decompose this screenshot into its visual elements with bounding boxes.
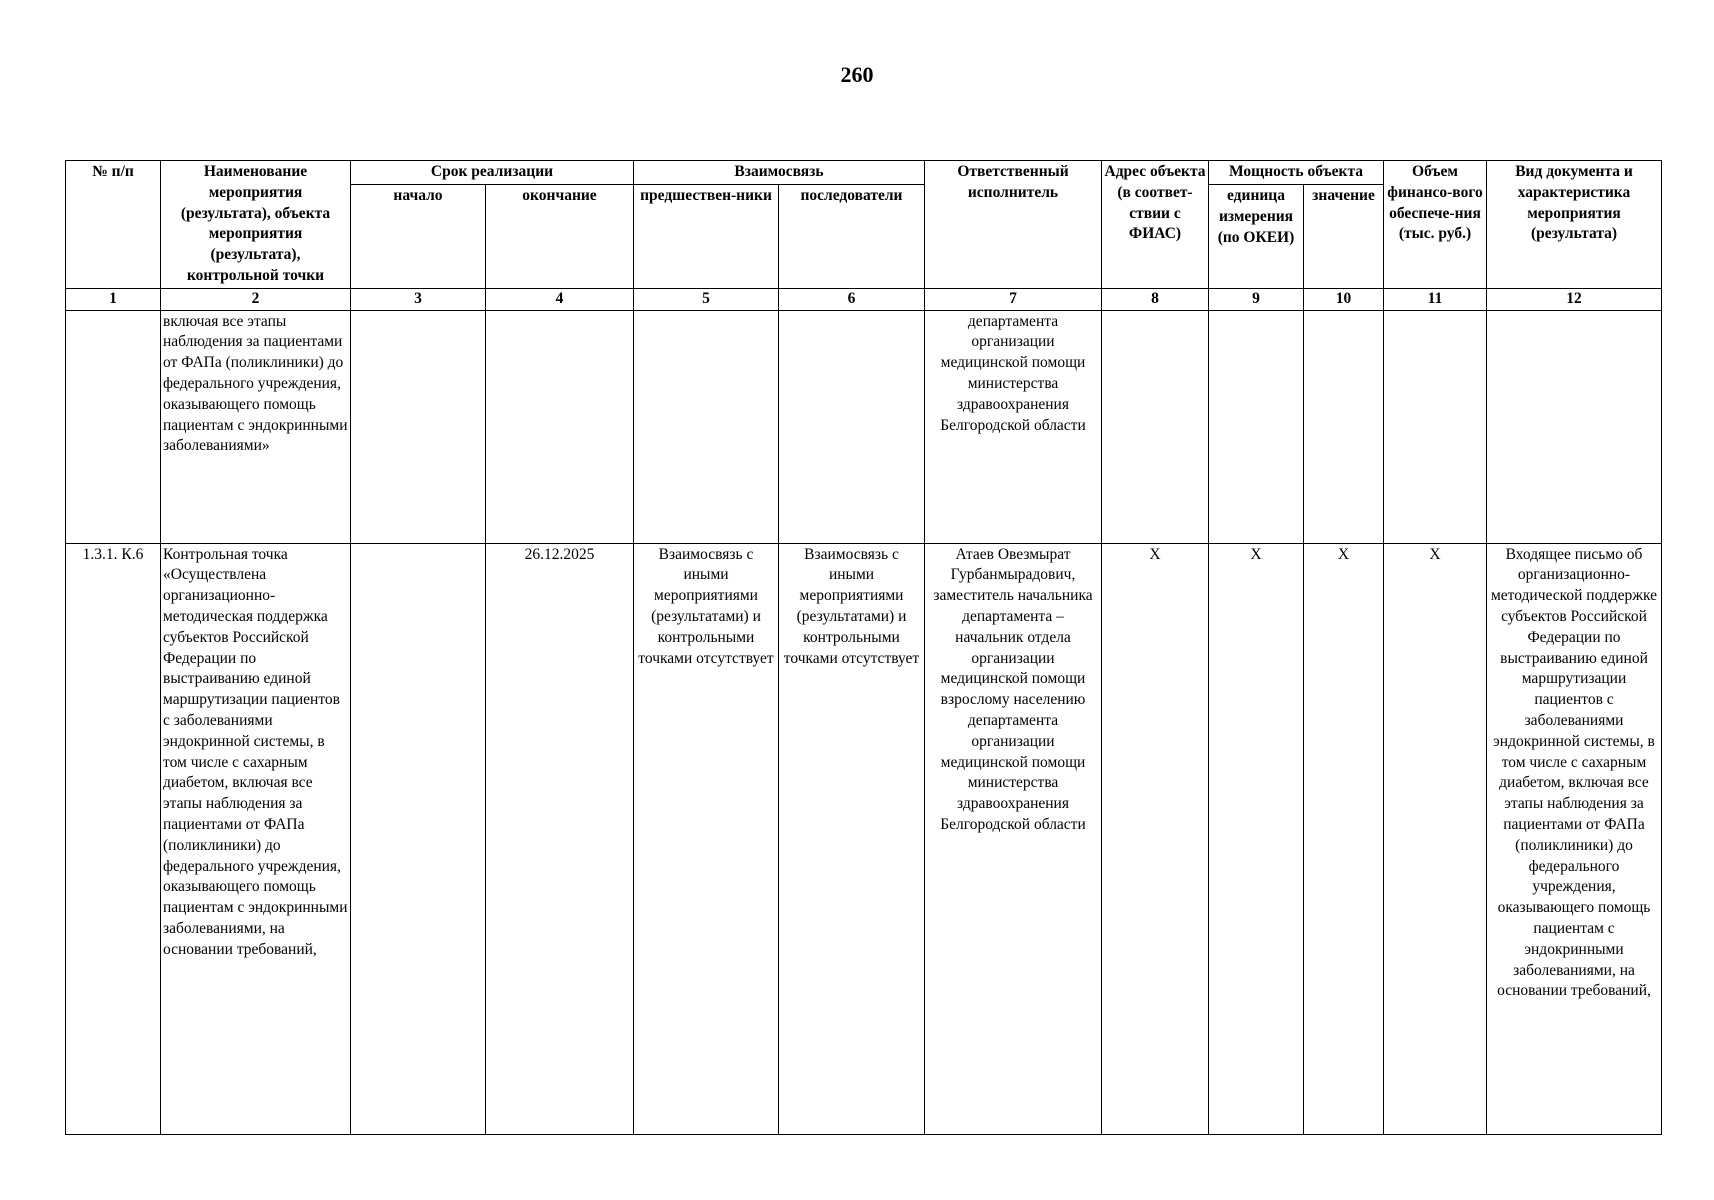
cell-successors: Взаимосвязь с иными мероприятиями (результатами) и контрольными точками отсутствует	[779, 543, 925, 1134]
column-number: 9	[1209, 288, 1304, 310]
column-number: 2	[161, 288, 351, 310]
column-number-row	[66, 288, 1662, 310]
cell-unit	[1209, 310, 1304, 543]
cell-value: Х	[1304, 543, 1384, 1134]
header-number: № п/п	[66, 161, 161, 289]
cell-name: включая все этапы наблюдения за пациентами от ФАПа (поликлиники) до федерального учреждения, оказывающего помощь пациентам с эндокринными заболеваниями»	[161, 310, 351, 543]
header-term-group: Срок реализации	[351, 161, 634, 185]
header-address: Адрес объекта (в соответ-ствии с ФИАС)	[1102, 161, 1209, 289]
cell-number	[66, 310, 161, 543]
header-relation-group: Взаимосвязь	[634, 161, 925, 185]
column-number: 5	[634, 288, 779, 310]
column-number: 6	[779, 288, 925, 310]
header-start: начало	[351, 185, 486, 288]
table-row	[66, 310, 1662, 543]
column-number: 11	[1384, 288, 1487, 310]
cell-end	[486, 310, 634, 543]
cell-responsible: Атаев Овезмырат Гурбанмырадович, заместитель начальника департамента – начальник отдела организации медицинской помощи взрослому населению департамента организации медицинской помощи министерства здравоохранения Белгородской области	[925, 543, 1102, 1134]
cell-value	[1304, 310, 1384, 543]
column-number: 10	[1304, 288, 1384, 310]
cell-document	[1487, 310, 1662, 543]
column-number: 3	[351, 288, 486, 310]
cell-predecessors	[634, 310, 779, 543]
header-name: Наименование мероприятия (результата), объекта мероприятия (результата), контрольной точки	[161, 161, 351, 289]
cell-number: 1.3.1. К.6	[66, 543, 161, 1134]
header-predecessors: предшествен-ники	[634, 185, 779, 288]
cell-end: 26.12.2025	[486, 543, 634, 1134]
header-successors: последователи	[779, 185, 925, 288]
header-value: значение	[1304, 185, 1384, 288]
cell-address: Х	[1102, 543, 1209, 1134]
cell-financing: Х	[1384, 543, 1487, 1134]
cell-predecessors: Взаимосвязь с иными мероприятиями (результатами) и контрольными точками отсутствует	[634, 543, 779, 1134]
cell-unit: Х	[1209, 543, 1304, 1134]
cell-financing	[1384, 310, 1487, 543]
column-number: 7	[925, 288, 1102, 310]
header-document: Вид документа и характеристика мероприятия (результата)	[1487, 161, 1662, 289]
header-financing: Объем финансо-вого обеспече-ния (тыс. руб.)	[1384, 161, 1487, 289]
column-number: 1	[66, 288, 161, 310]
header-end: окончание	[486, 185, 634, 288]
header-capacity-group: Мощность объекта	[1209, 161, 1384, 185]
cell-successors	[779, 310, 925, 543]
header-unit: единица измерения (по ОКЕИ)	[1209, 185, 1304, 288]
cell-document: Входящее письмо об организационно-методической поддержке субъектов Российской Федерации по выстраиванию единой маршрутизации пациентов с заболеваниями эндокринной системы, в том числе с сахарным диабетом, включая все этапы наблюдения за пациентами от ФАПа (поликлиники) до федерального учреждения, оказывающего помощь пациентам с эндокринными заболеваниями, на основании требований,	[1487, 543, 1662, 1134]
table-row	[66, 543, 1662, 1134]
cell-start	[351, 310, 486, 543]
header-responsible: Ответственный исполнитель	[925, 161, 1102, 289]
cell-start	[351, 543, 486, 1134]
cell-address	[1102, 310, 1209, 543]
plan-table	[65, 160, 1662, 1135]
page-number: 260	[840, 62, 874, 87]
column-number: 4	[486, 288, 634, 310]
cell-name: Контрольная точка «Осуществлена организационно-методическая поддержка субъектов Российской Федерации по выстраиванию единой маршрутизации пациентов с заболеваниями эндокринной системы, в том числе с сахарным диабетом, включая все этапы наблюдения за пациентами от ФАПа (поликлиники) до федерального учреждения, оказывающего помощь пациентам с эндокринными заболеваниями, на основании требований,	[161, 543, 351, 1134]
column-number: 12	[1487, 288, 1662, 310]
cell-responsible: департамента организации медицинской помощи министерства здравоохранения Белгородской области	[925, 310, 1102, 543]
column-number: 8	[1102, 288, 1209, 310]
